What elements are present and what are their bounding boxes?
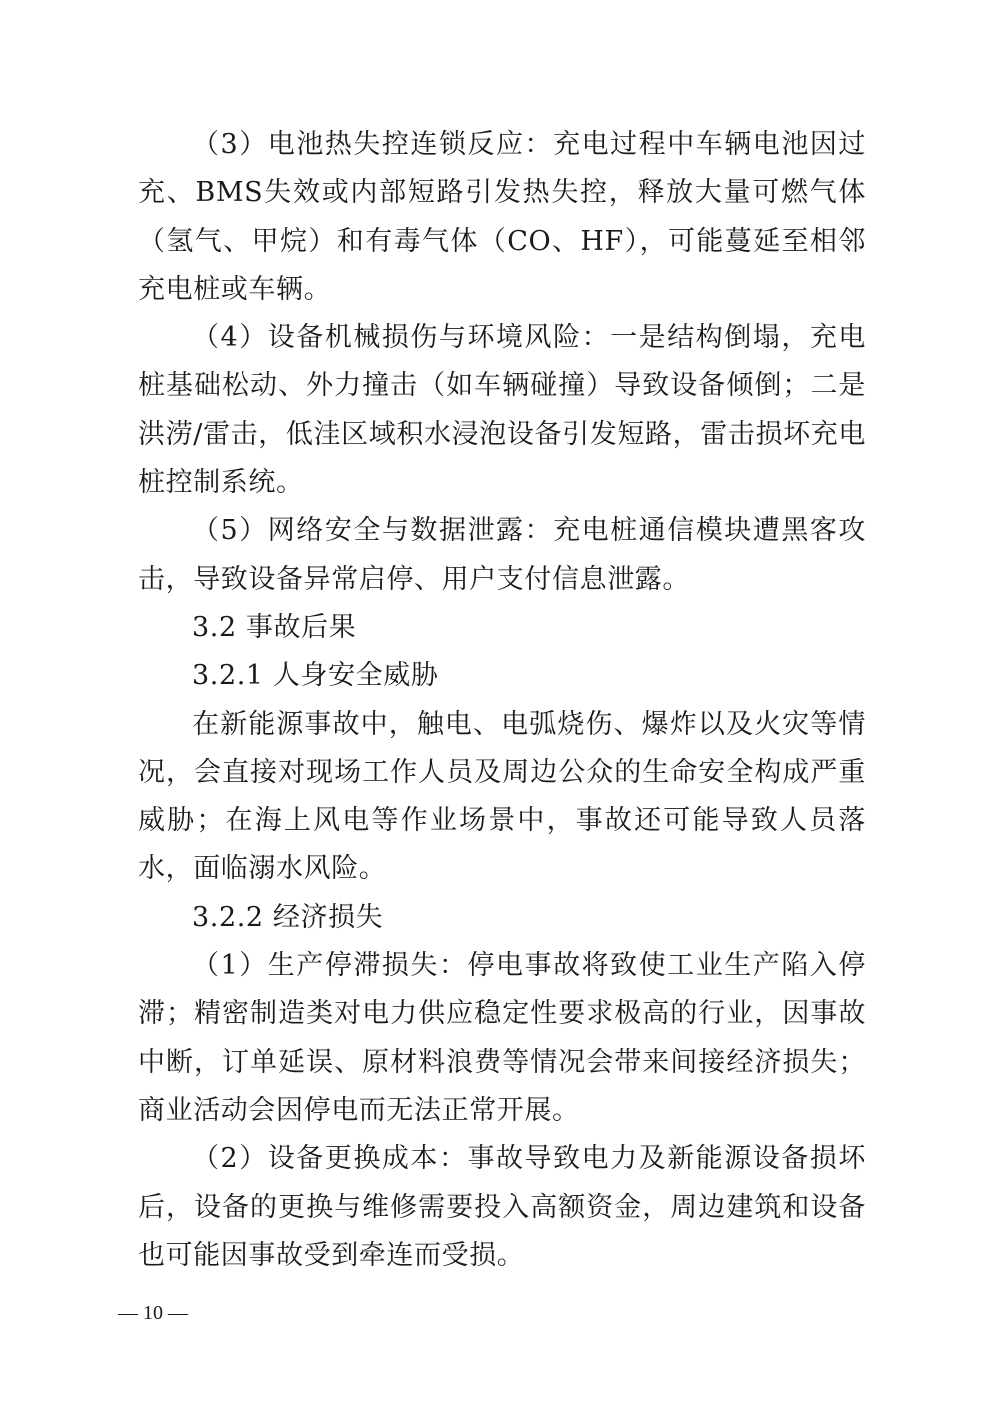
paragraph-personal-safety: 在新能源事故中，触电、电弧烧伤、爆炸以及火灾等情况，会直接对现场工作人员及周边公众的生命安全构成严重威胁；在海上风电等作业场景中，事故还可能导致人员落水，面临溺水风险。 bbox=[138, 708, 866, 885]
section-heading-3-2: 3.2 事故后果 bbox=[192, 611, 357, 643]
document-body bbox=[138, 121, 866, 1280]
page-number: — 10 — bbox=[118, 1302, 188, 1324]
section-heading-3-2-2: 3.2.2 经济损失 bbox=[192, 901, 384, 933]
paragraph-battery-thermal-runaway: （3）电池热失控连锁反应：充电过程中车辆电池因过充、BMS失效或内部短路引发热失控，释放大量可燃气体（氢气、甲烷）和有毒气体（CO、HF），可能蔓延至相邻充电桩或车辆。 bbox=[138, 129, 866, 305]
paragraph-mechanical-damage: （4）设备机械损伤与环境风险：一是结构倒塌，充电桩基础松动、外力撞击（如车辆碰撞）导致设备倾倒；二是洪涝/雷击，低洼区域积水浸泡设备引发短路，雷击损坏充电桩控制系统。 bbox=[138, 322, 866, 499]
paragraph-equipment-cost: （2）设备更换成本：事故导致电力及新能源设备损坏后，设备的更换与维修需要投入高额资金，周边建筑和设备也可能因事故受到牵连而受损。 bbox=[138, 1143, 866, 1271]
paragraph-network-security: （5）网络安全与数据泄露：充电桩通信模块遭黑客攻击，导致设备异常启停、用户支付信息泄露。 bbox=[138, 515, 866, 595]
paragraph-production-loss: （1）生产停滞损失：停电事故将致使工业生产陷入停滞；精密制造类对电力供应稳定性要求极高的行业，因事故中断，订单延误、原材料浪费等情况会带来间接经济损失；商业活动会因停电而无法正常开展。 bbox=[138, 950, 866, 1126]
section-heading-3-2-1: 3.2.1 人身安全威胁 bbox=[192, 660, 439, 692]
